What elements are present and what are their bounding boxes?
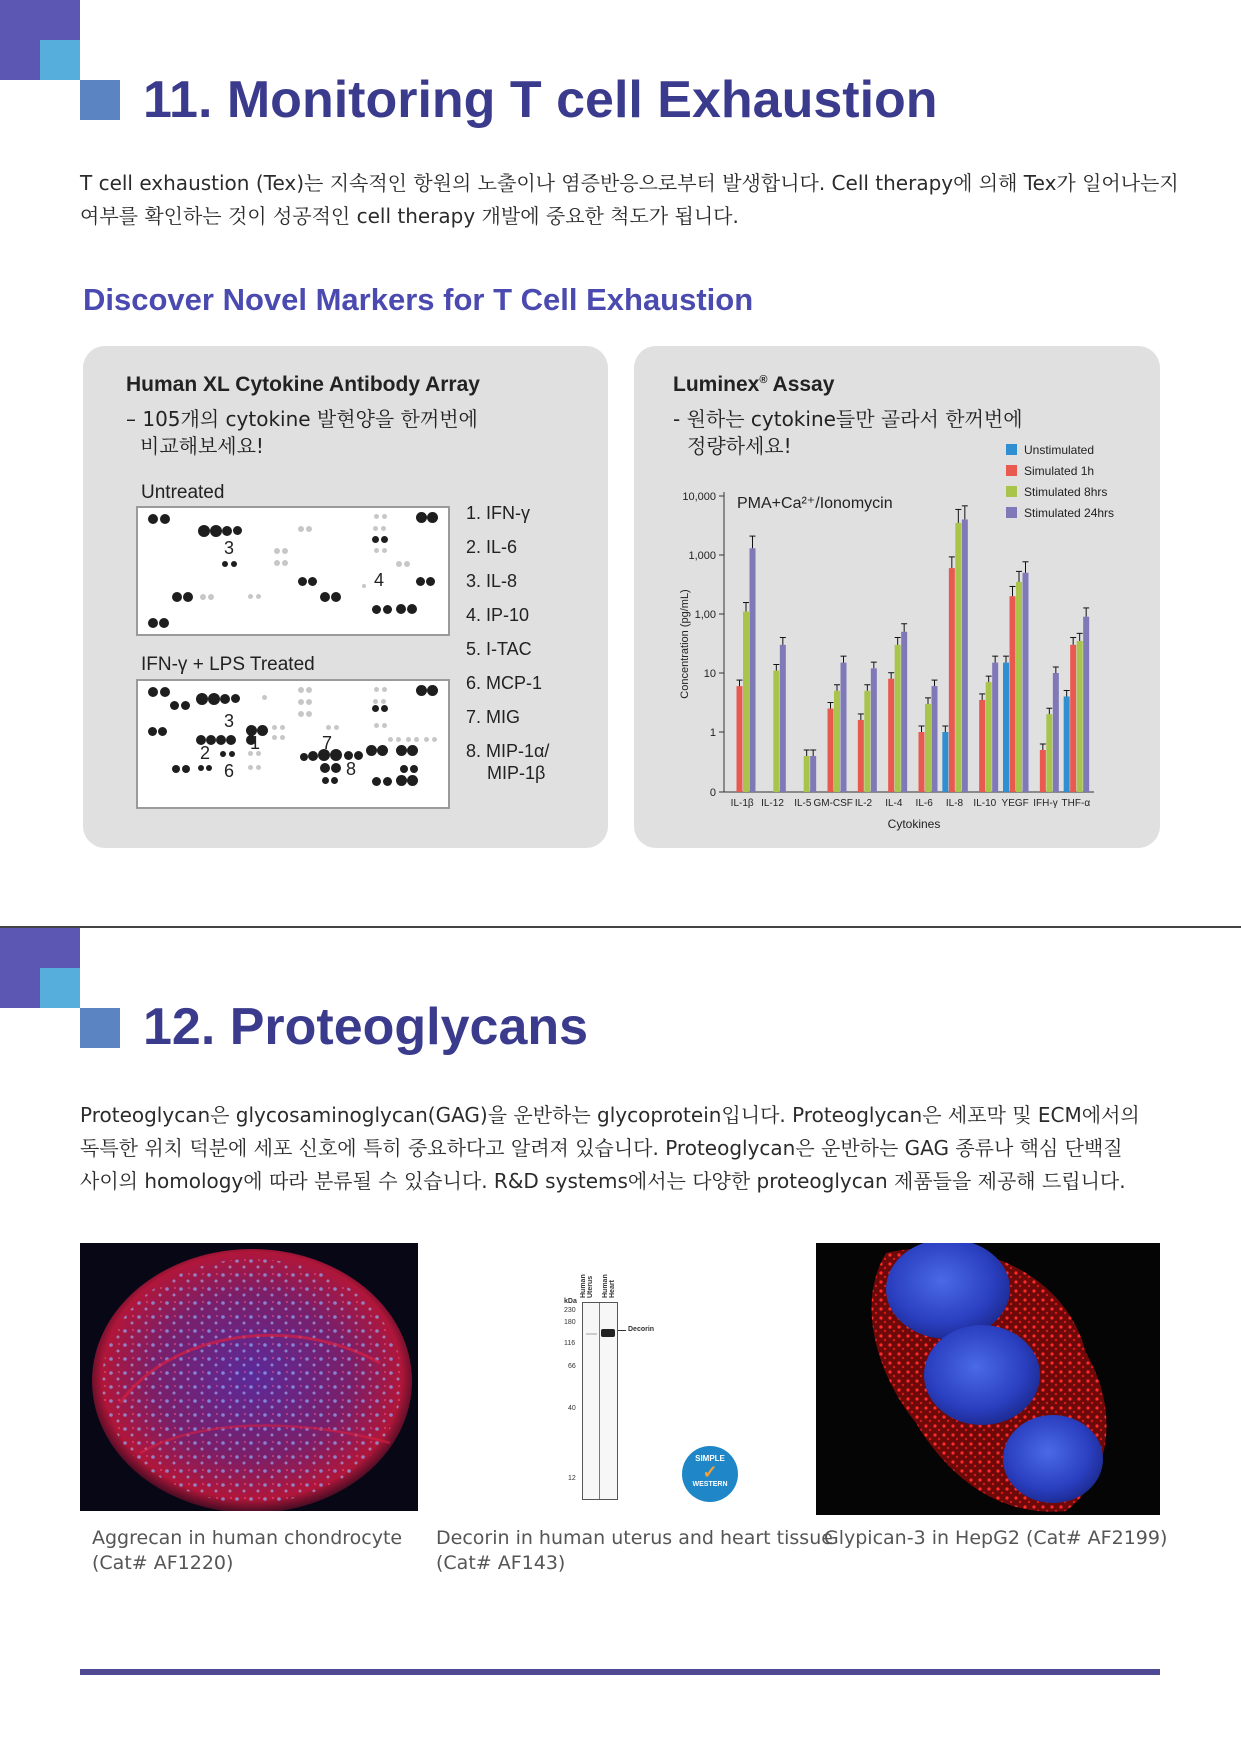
- bar-THF-α-1: [1070, 645, 1076, 792]
- x-tick-label: THF-α: [1061, 798, 1091, 809]
- bar-IL-8-0: [942, 732, 948, 792]
- x-tick-label: IFH-γ: [1033, 798, 1058, 809]
- y-tick-label: 1,000: [688, 550, 716, 562]
- x-tick-label: IL-1β: [730, 798, 754, 809]
- decorin-caption: Decorin in human uterus and heart tissue (Cat# AF143): [436, 1527, 833, 1574]
- bar-YEGF-1: [1010, 596, 1016, 792]
- legend-swatch: [1006, 507, 1017, 518]
- corner-decoration: [0, 928, 80, 1008]
- legend-label: Simulated 1h: [1024, 464, 1095, 478]
- aggrecan-image: [80, 1243, 418, 1511]
- corner-decoration: [0, 0, 80, 80]
- antibody-array-title: Human XL Cytokine Antibody Array: [126, 373, 480, 396]
- x-tick-label: YEGF: [1001, 798, 1029, 809]
- bar-IL-6-2: [925, 704, 931, 792]
- bar-IL-10-3: [992, 663, 998, 792]
- bar-IL-10-1: [979, 700, 985, 792]
- y-tick-label: 1: [709, 727, 716, 739]
- title-square-icon: [80, 1008, 120, 1048]
- bar-GM-CSF-2: [834, 691, 840, 792]
- y-tick-label: 10,000: [682, 491, 716, 503]
- treated-label: IFN-γ + LPS Treated: [141, 654, 315, 675]
- lane-label: Human Uterus: [580, 1274, 594, 1298]
- glypican-caption: Glypican-3 in HepG2 (Cat# AF2199): [824, 1527, 1168, 1549]
- bar-IL-4-2: [895, 645, 901, 792]
- x-tick-label: IL-2: [854, 798, 873, 809]
- bar-IL-8-1: [949, 568, 955, 792]
- section-12-body: Proteoglycan은 glycosaminoglycan(GAG)을 운반하는 glycoprotein입니다. Proteoglycan은 세포막 및 ECM에서의 독특한 위치 덕분에 세포 신호에 특히 중요하다고 알려져 있습니다. Proteoglycan은 운반하는 GAG 종류나 핵심 단백질 사이의 homology에 따라 분류될 수 있습니다. R&D systems에서는 다양한 proteoglycan 제품들을 제공해 드립니다.: [80, 1103, 1140, 1193]
- bar-IL-1β-2: [743, 612, 749, 792]
- bar-IFH-γ-2: [1046, 714, 1052, 792]
- bar-IL-12-3: [780, 645, 786, 792]
- section-11-subtitle: Discover Novel Markers for T Cell Exhaustion: [83, 282, 754, 317]
- x-tick-label: IL-5: [794, 798, 812, 809]
- bar-YEGF-0: [1003, 663, 1009, 792]
- y-tick-label: 10: [703, 668, 716, 680]
- section-12-title: 12. Proteoglycans: [143, 998, 589, 1056]
- bar-IL-6-3: [932, 686, 938, 792]
- marker-12: 12: [568, 1475, 576, 1482]
- x-tick-label: GM-CSF: [813, 798, 853, 809]
- marker-40: 40: [568, 1405, 576, 1412]
- lane-label: Human Heart: [602, 1274, 616, 1298]
- bar-IL-2-2: [864, 691, 870, 792]
- legend-label: Unstimulated: [1024, 443, 1095, 457]
- marker-230: 230: [564, 1307, 576, 1314]
- bar-IL-2-1: [858, 720, 864, 792]
- bar-IL-8-3: [962, 519, 968, 792]
- decorin-band-label: Decorin: [628, 1326, 655, 1333]
- glypican-image: [816, 1243, 1160, 1515]
- y-axis-label: Concentration (pg/mL): [679, 589, 691, 699]
- x-tick-label: IL-4: [885, 798, 903, 809]
- section-11-title: 11. Monitoring T cell Exhaustion: [143, 71, 938, 129]
- bar-THF-α-3: [1083, 617, 1089, 792]
- bar-THF-α-2: [1077, 641, 1083, 792]
- bar-GM-CSF-3: [841, 663, 847, 792]
- bar-IL-1β-3: [750, 548, 756, 792]
- untreated-label: Untreated: [141, 482, 225, 503]
- bar-YEGF-2: [1016, 582, 1022, 792]
- bar-GM-CSF-1: [828, 709, 834, 792]
- decorin-blot-image: [560, 1250, 760, 1514]
- x-axis-label: Cytokines: [887, 817, 941, 831]
- x-tick-label: IL-10: [973, 798, 997, 809]
- bar-IL-2-3: [871, 668, 877, 792]
- luminex-panel: [634, 346, 1160, 848]
- kda-label: kDa: [564, 1298, 577, 1305]
- x-tick-label: IL-6: [915, 798, 933, 809]
- blot-lanes: [582, 1302, 618, 1500]
- x-tick-label: IL-12: [761, 798, 784, 809]
- bar-THF-α-0: [1064, 696, 1070, 792]
- legend-swatch: [1006, 465, 1017, 476]
- luminex-bar-chart: [634, 346, 1160, 848]
- bar-IL-10-2: [986, 682, 992, 792]
- legend-swatch: [1006, 444, 1017, 455]
- x-tick-label: IL-8: [945, 798, 964, 809]
- marker-180: 180: [564, 1319, 576, 1326]
- bar-IL-5-3: [810, 756, 816, 792]
- hepg2-micrograph: [816, 1243, 1160, 1515]
- bar-IL-4-1: [888, 679, 894, 792]
- luminex-title: Luminex® Assay: [673, 373, 835, 396]
- y-tick-label: 0: [709, 787, 716, 799]
- chondrocyte-micrograph: [80, 1243, 418, 1511]
- antibody-array-desc: – 105개의 cytokine 발현양을 한꺼번에 비교해보세요!: [126, 407, 478, 458]
- marker-116: 116: [564, 1340, 576, 1347]
- luminex-desc: - 원하는 cytokine들만 골라서 한꺼번에 정량하세요!: [673, 407, 1023, 458]
- title-square-icon: [80, 80, 120, 120]
- aggrecan-caption: Aggrecan in human chondrocyte (Cat# AF1220): [92, 1527, 403, 1574]
- simple-western-logo: SIMPLE ✓ WESTERN: [682, 1446, 738, 1502]
- treated-blot: 3 1 2 7 6 8: [136, 679, 450, 809]
- legend-swatch: [1006, 486, 1017, 497]
- marker-list: 1. IFN-γ 2. IL-6 3. IL-8 4. IP-10 5. I-TAC 6. MCP-1 7. MIG 8. MIP-1α/ MIP-1β: [466, 503, 550, 783]
- bar-IFH-γ-3: [1053, 673, 1059, 792]
- bar-IL-5-2: [804, 756, 810, 792]
- section-11-body: T cell exhaustion (Tex)는 지속적인 항원의 노출이나 염증반응으로부터 발생합니다. Cell therapy에 의해 Tex가 일어나는지 여부를 확인하는 것이 성공적인 cell therapy 개발에 중요한 척도가 됩니다.: [80, 171, 1179, 228]
- legend-label: Stimulated 8hrs: [1024, 485, 1108, 499]
- legend-label: Stimulated 24hrs: [1024, 506, 1115, 520]
- antibody-array-panel: [83, 346, 608, 848]
- section-divider: [0, 926, 1241, 928]
- bar-IL-6-1: [919, 732, 925, 792]
- bar-IFH-γ-1: [1040, 750, 1046, 792]
- bar-IL-4-3: [901, 632, 907, 792]
- y-tick-label: 1,00: [694, 609, 716, 621]
- chart-annotation: PMA+Ca²⁺/Ionomycin: [737, 495, 893, 512]
- marker-66: 66: [568, 1363, 576, 1370]
- bar-YEGF-3: [1023, 573, 1029, 792]
- bar-IL-12-2: [773, 671, 779, 792]
- bar-IL-8-2: [955, 523, 961, 792]
- footer-rule: [80, 1669, 1160, 1675]
- bar-IL-1β-1: [737, 686, 743, 792]
- untreated-blot: 3 4: [136, 506, 450, 636]
